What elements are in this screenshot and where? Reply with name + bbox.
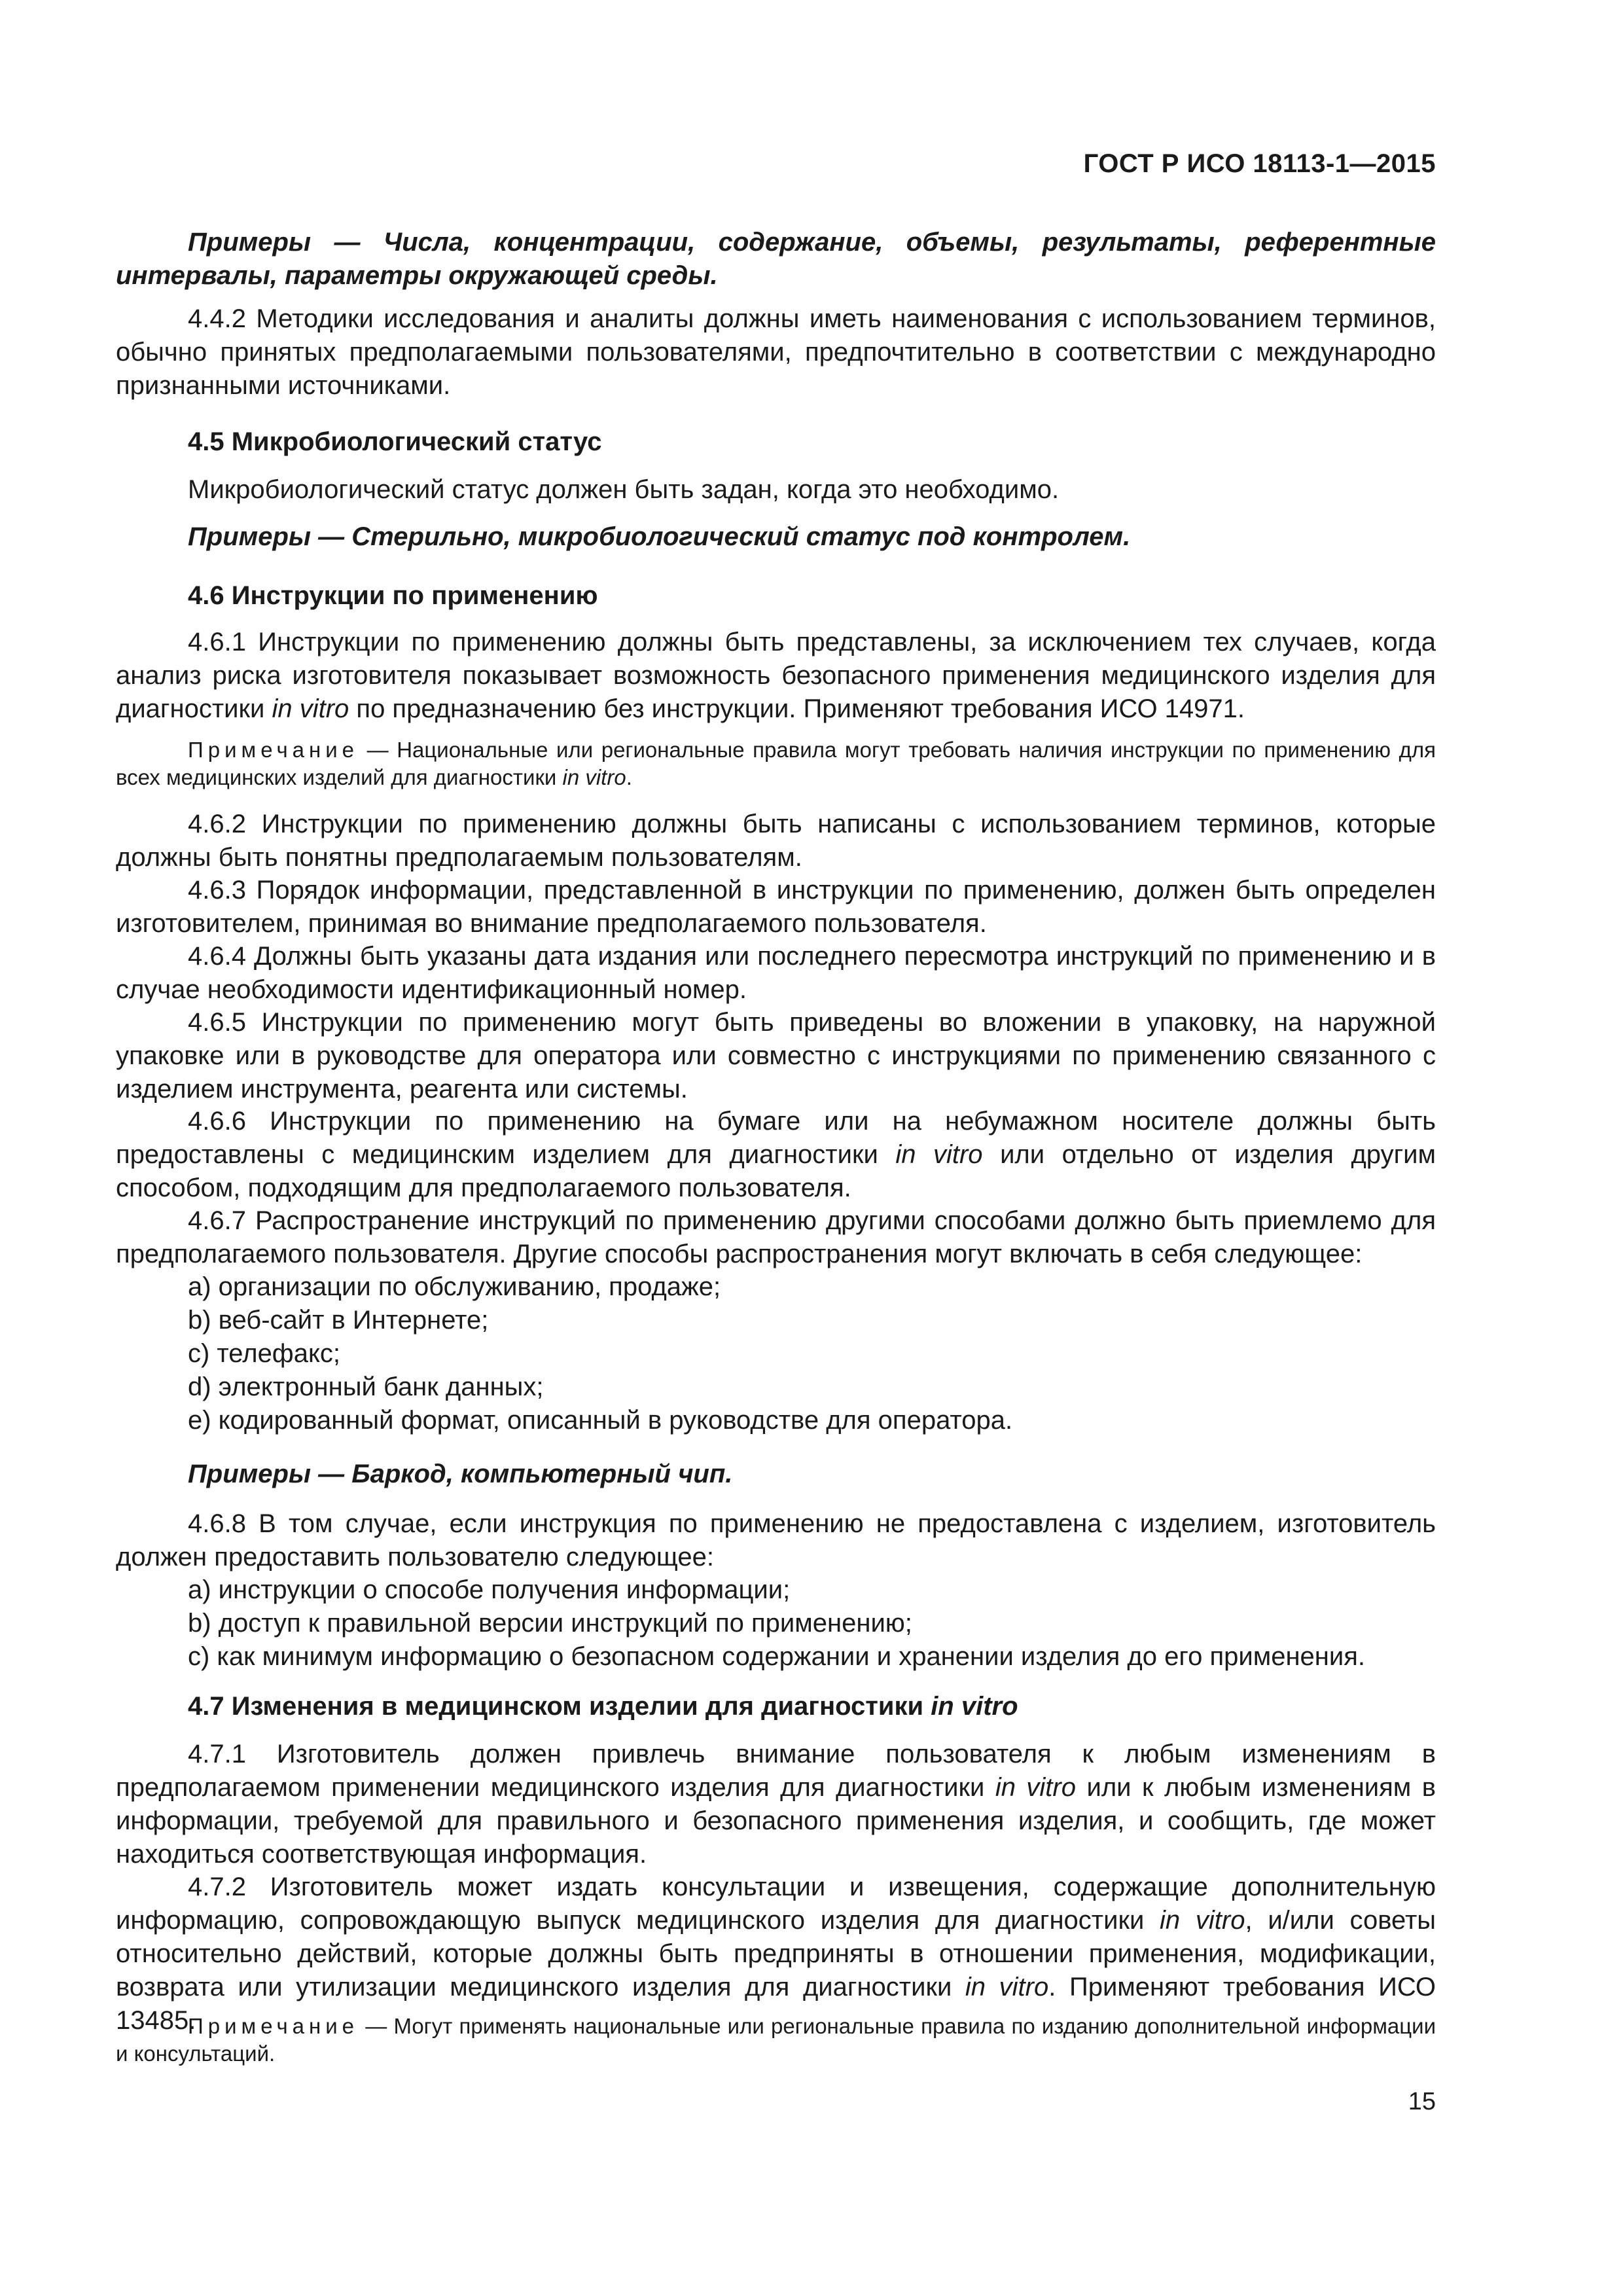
page-number: 15 (1408, 2088, 1436, 2115)
list-item: a) организации по обслуживанию, продаже; (188, 1272, 721, 1301)
section-heading-4-6: 4.6 Инструкции по применению (188, 581, 598, 610)
paragraph-4-6-1: 4.6.1 Инструкции по применению должны быть представлены, за исключением тех случаев, когда анализ риска изготовителя показывает возможность безопасного применения медицинского изделия для диагностики in vitro по предназначению без инструкции. Применяют требования ИСО 14971. (116, 628, 1436, 723)
section-heading-4-5: 4.5 Микробиологический статус (188, 427, 602, 456)
paragraph-4-4-2: 4.4.2 Методики исследования и аналиты должны иметь наименования с использованием терминов, обычно принятых предполагаемыми пользователями, предпочтительно в соответствии с международно признанными источниками. (116, 304, 1436, 400)
list-4-6-7 (116, 1270, 1436, 1437)
examples-barcode: Примеры — Баркод, компьютерный чип. (188, 1460, 733, 1488)
paragraph-4-6-4: 4.6.4 Должны быть указаны дата издания или последнего пересмотра инструкций по применению и в случае необходимости идентификационный номер. (116, 942, 1436, 1004)
paragraph-4-6-6: 4.6.6 Инструкции по применению на бумаге или на небумажном носителе должны быть предоставлены с медицинским изделием для диагностики in vitro или отдельно от изделия другим способом, подходящим для предполагаемого пользователя. (116, 1107, 1436, 1202)
list-item: a) инструкции о способе получения информации; (188, 1575, 791, 1604)
examples-sterile: Примеры — Стерильно, микробиологический статус под контролем. (188, 522, 1131, 551)
paragraph-4-6-8: 4.6.8 В том случае, если инструкция по применению не предоставлена с изделием, изготовитель должен предоставить пользователю следующее: (116, 1509, 1436, 1571)
paragraph-4-6-2: 4.6.2 Инструкции по применению должны быть написаны с использованием терминов, которые должны быть понятны предполагаемым пользователям. (116, 810, 1436, 872)
paragraph-4-5: Микробиологический статус должен быть задан, когда это необходимо. (188, 475, 1060, 504)
paragraph-4-7-2: 4.7.2 Изготовитель может издать консультации и извещения, содержащие дополнительную информацию, сопровождающую выпуск медицинского изделия для диагностики in vitro, и/или советы относительно действий, которые должны быть предприняты в отношении применения, модификации, возврата или утилизации медицинского изделия для диагностики in vitro. Применяют требования ИСО 13485. (116, 1873, 1436, 2035)
list-item: b) доступ к правильной версии инструкций по применению; (188, 1609, 912, 1638)
paragraph-4-6-7: 4.6.7 Распространение инструкций по применению другими способами должно быть приемлемо для предполагаемого пользователя. Другие способы распространения могут включать в себя следующее: (116, 1206, 1436, 1268)
list-item: d) электронный банк данных; (188, 1372, 544, 1401)
list-item: b) веб-сайт в Интернете; (188, 1306, 489, 1335)
note-4-6-1: Примечание — Национальные или региональные правила могут требовать наличия инструкции по применению для всех медицинских изделий для диагностики in vitro. (116, 738, 1436, 789)
examples-numbers: Примеры — Числа, концентрации, содержание, объемы, результаты, референтные интервалы, параметры окружающей среды. (116, 228, 1436, 290)
doc-header-code: ГОСТ Р ИСО 18113-1—2015 (1083, 149, 1436, 178)
list-item: c) как минимум информацию о безопасном содержании и хранении изделия до его применения. (188, 1642, 1365, 1671)
list-4-6-8 (116, 1573, 1436, 1674)
list-item: c) телефакс; (188, 1339, 341, 1368)
note-4-7-2: Примечание — Могут применять национальные или региональные правила по изданию дополнительной информации и консультаций. (116, 2014, 1436, 2066)
paragraph-4-6-5: 4.6.5 Инструкции по применению могут быть приведены во вложении в упаковку, на наружной упаковке или в руководстве для оператора или совместно с инструкциями по применению связанного с изделием инструмента, реагента или системы. (116, 1008, 1436, 1103)
paragraph-4-6-3: 4.6.3 Порядок информации, представленной в инструкции по применению, должен быть определен изготовителем, принимая во внимание предполагаемого пользователя. (116, 876, 1436, 938)
section-heading-4-7: 4.7 Изменения в медицинском изделии для диагностики in vitro (188, 1692, 1018, 1721)
paragraph-4-7-1: 4.7.1 Изготовитель должен привлечь внимание пользователя к любым изменениям в предполагаемом применении медицинского изделия для диагностики in vitro или к любым изменениям в информации, требуемой для правильного и безопасного применения изделия, и сообщить, где может находиться соответствующая информация. (116, 1740, 1436, 1869)
list-item: e) кодированный формат, описанный в руководстве для оператора. (188, 1406, 1013, 1435)
